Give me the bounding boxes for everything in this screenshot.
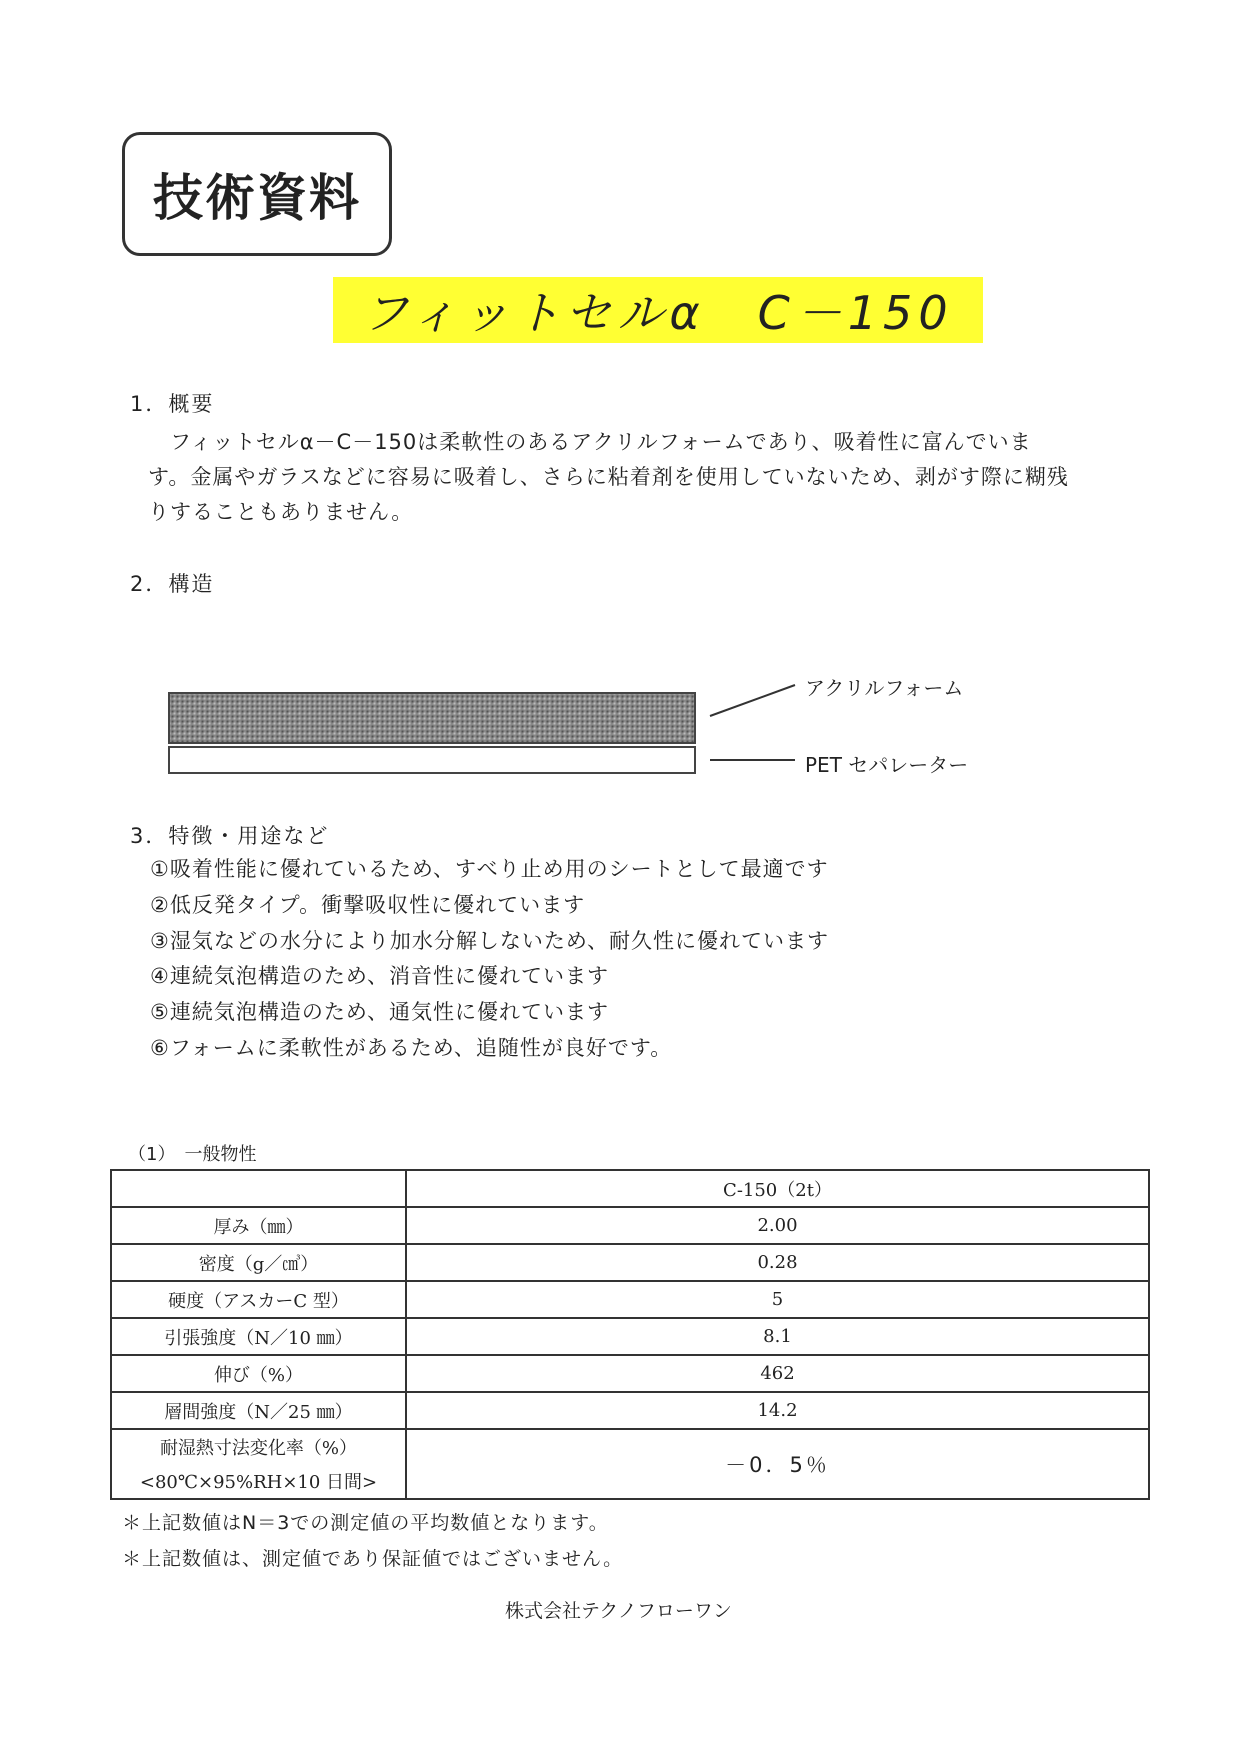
table-row bbox=[111, 1429, 1149, 1499]
pet-separator-layer bbox=[168, 746, 696, 774]
section2-heading: 2．構造 bbox=[130, 572, 215, 596]
property-label: 層間強度（N／25 ㎜） bbox=[111, 1392, 406, 1429]
section3-heading: 3．特徴・用途など bbox=[130, 824, 330, 848]
overview-line-2: す。金属やガラスなどに容易に吸着し、さらに粘着剤を使用していないため、剥がす際に糊残 bbox=[148, 465, 1069, 489]
feature-item: ①吸着性能に優れているため、すべり止め用のシートとして最適です bbox=[150, 857, 829, 881]
feature-item: ③湿気などの水分により加水分解しないため、耐久性に優れています bbox=[150, 929, 829, 953]
property-value: 462 bbox=[406, 1355, 1149, 1392]
table-corner-cell bbox=[111, 1170, 406, 1207]
properties-caption: （1） 一般物性 bbox=[128, 1144, 257, 1165]
table-row bbox=[111, 1318, 1149, 1355]
leader-lines bbox=[700, 680, 810, 770]
acrylic-foam-layer bbox=[168, 692, 696, 744]
foam-label: アクリルフォーム bbox=[805, 676, 964, 700]
note-line: ＊上記数値はN＝3での測定値の平均数値となります。 bbox=[122, 1512, 609, 1534]
property-label: 硬度（アスカーC 型） bbox=[111, 1281, 406, 1318]
property-value: －0．5％ bbox=[406, 1429, 1149, 1499]
tech-doc-title: 技術資料 bbox=[122, 132, 392, 256]
property-label: 密度（g／㎤） bbox=[111, 1244, 406, 1281]
feature-item: ④連続気泡構造のため、消音性に優れています bbox=[150, 964, 609, 988]
company-name: 株式会社テクノフローワン bbox=[505, 1600, 732, 1622]
note-line: ＊上記数値は、測定値であり保証値ではございません。 bbox=[122, 1548, 624, 1570]
table-row bbox=[111, 1392, 1149, 1429]
property-value: 8.1 bbox=[406, 1318, 1149, 1355]
property-value: 14.2 bbox=[406, 1392, 1149, 1429]
property-label-line2: <80℃×95%RH×10 日間> bbox=[139, 1472, 378, 1493]
table-row bbox=[111, 1355, 1149, 1392]
foam-leader-line bbox=[710, 685, 795, 716]
property-value: 2.00 bbox=[406, 1207, 1149, 1244]
property-label: 厚み（㎜） bbox=[111, 1207, 406, 1244]
property-label-line1: 耐湿熱寸法変化率（%） bbox=[159, 1438, 358, 1459]
property-label bbox=[111, 1429, 406, 1499]
column-header: C-150（2t） bbox=[406, 1170, 1149, 1207]
property-label: 引張強度（N／10 ㎜） bbox=[111, 1318, 406, 1355]
overview-line-3: りすることもありません。 bbox=[148, 500, 414, 524]
table-header-row bbox=[111, 1170, 1149, 1207]
table-row bbox=[111, 1244, 1149, 1281]
overview-line-1: フィットセルα－C－150は柔軟性のあるアクリルフォームであり、吸着性に富んでいま bbox=[170, 430, 1032, 454]
feature-item: ⑤連続気泡構造のため、通気性に優れています bbox=[150, 1000, 609, 1024]
table-row bbox=[111, 1207, 1149, 1244]
table-row bbox=[111, 1281, 1149, 1318]
feature-item: ⑥フォームに柔軟性があるため、追随性が良好です。 bbox=[150, 1036, 673, 1060]
feature-item: ②低反発タイプ。衝撃吸収性に優れています bbox=[150, 893, 586, 917]
pet-label: PET セパレーター bbox=[805, 753, 969, 777]
product-title: フィットセルα C－150 bbox=[333, 277, 983, 343]
section1-heading: 1．概要 bbox=[130, 392, 215, 416]
properties-table bbox=[110, 1169, 1150, 1500]
property-value: 5 bbox=[406, 1281, 1149, 1318]
property-label: 伸び（%） bbox=[111, 1355, 406, 1392]
property-value: 0.28 bbox=[406, 1244, 1149, 1281]
